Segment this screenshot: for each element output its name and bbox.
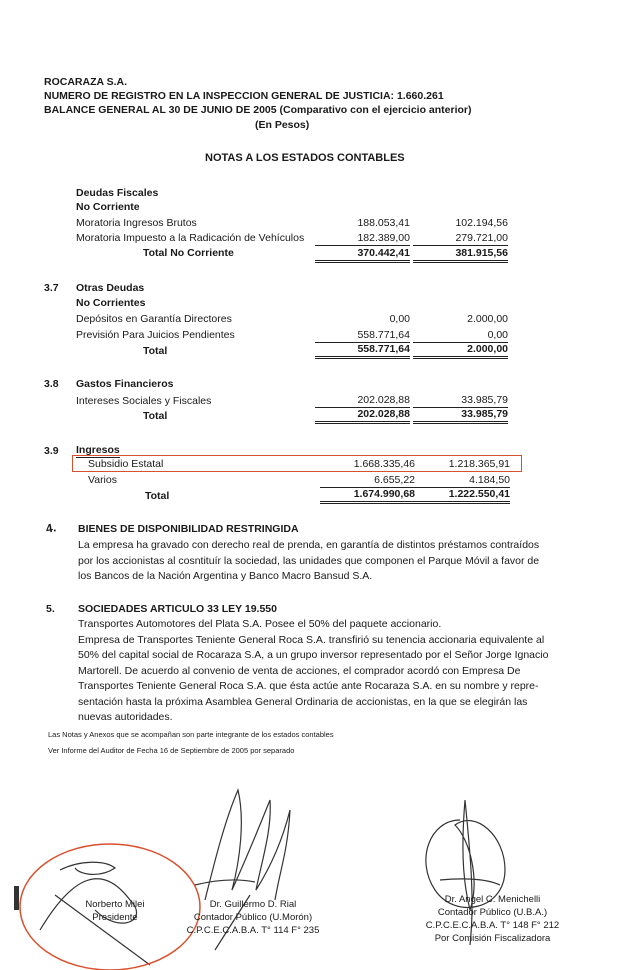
signer-registration: C.P.C.E.C.A.B.A. T° 114 F° 235 [186, 925, 320, 936]
total-label: Total [145, 490, 170, 502]
total-value-2004: 1.222.550,41 [415, 488, 510, 504]
total-label: Total [143, 345, 168, 357]
section-number: 3.9 [44, 445, 59, 457]
footnote: Las Notas y Anexos que se acompañan son parte integrante de los estados contables [48, 730, 334, 739]
section-number: 3.8 [44, 378, 59, 390]
total-label: Total [143, 410, 168, 422]
row-value-2004: 0,00 [413, 329, 508, 343]
row-value-2004: 4.184,50 [415, 474, 510, 488]
signer-name: Norberto Milei [85, 899, 145, 910]
section5-body [78, 617, 568, 726]
signature-block-auditor [410, 893, 575, 945]
deudas-fiscales-title: Deudas Fiscales [76, 187, 159, 199]
row-value-2004: 102.194,56 [455, 217, 508, 229]
row-value-2004: 2.000,00 [467, 313, 508, 325]
paragraph-line: por los accionistas al cosntituír la sociedad, las unidades que componen el Parque Móvil a favor de [78, 554, 540, 567]
otras-deudas-title: Otras Deudas [76, 282, 145, 294]
paragraph-line: 50% del capital social de Rocaraza S.A, a un grupo inversor representado por el Señor Jorge Ignacio [78, 649, 549, 661]
row-label: Intereses Sociales y Fiscales [76, 395, 212, 407]
signer-role: Presidente [92, 912, 138, 923]
total-value-2005: 202.028,88 [315, 408, 410, 424]
ingresos-title: Ingresos [76, 444, 120, 456]
signer-registration: C.P.C.E.C.A.B.A. T° 148 F° 212 [425, 920, 560, 931]
row-label: Varios [88, 474, 117, 486]
total-value-2004: 381.915,56 [413, 247, 508, 263]
paragraph-line: los Bancos de la Nación Argentina y Banco Macro Bansud S.A. [78, 570, 373, 582]
currency-note: (En Pesos) [255, 119, 310, 131]
gastos-financieros-title: Gastos Financieros [76, 378, 174, 390]
paragraph-line: sentación hasta la próxima Asamblea General Ordinaria de accionistas, en la que se elegirán las [78, 695, 528, 708]
balance-title: BALANCE GENERAL AL 30 DE JUNIO DE 2005 (Comparativo con el ejercicio anterior) [44, 104, 472, 116]
row-value-2005: 1.668.335,46 [353, 458, 415, 470]
section-number: 5. [46, 603, 55, 615]
row-value-2004: 279.721,00 [413, 232, 508, 246]
signer-role: Contador Público (U.B.A.) [437, 907, 548, 918]
signer-name: Dr. Guillermo D. Rial [209, 899, 297, 910]
paragraph-line: Empresa de Transportes Teniente General Roca S.A. transfirió su tenencia accionaria equivalente al [78, 633, 545, 646]
row-value-2004: 1.218.365,91 [448, 458, 510, 470]
row-label: Subsidio Estatal [88, 458, 164, 470]
paragraph-line: nuevas autoridades. [78, 711, 173, 723]
total-value-2005: 558.771,64 [315, 343, 410, 359]
section-number: 3.7 [44, 282, 59, 294]
footnote: Ver Informe del Auditor de Fecha 16 de Septiembre de 2005 por separado [48, 746, 295, 755]
row-value-2004: 33.985,79 [413, 394, 508, 408]
row-label: Previsión Para Juicios Pendientes [76, 329, 235, 341]
paragraph-line: Transportes Teniente General Roca S.A. que ésta actúe ante Rocaraza S.A. en su nombre y repre- [78, 680, 539, 692]
section4-body [78, 538, 558, 585]
row-value-2005: 558.771,64 [315, 329, 410, 343]
row-label: Depósitos en Garantía Directores [76, 313, 232, 325]
signature-block-president [60, 898, 170, 924]
scan-mark [14, 886, 19, 910]
total-value-2004: 33.985,79 [413, 408, 508, 424]
row-value-2005: 6.655,22 [320, 474, 415, 488]
row-label: Moratoria Impuesto a la Radicación de Vehículos [76, 232, 305, 244]
signer-role: Contador Público (U.Morón) [193, 912, 313, 923]
section4-title: BIENES DE DISPONIBILIDAD RESTRINGIDA [78, 523, 299, 535]
paragraph-line: Transportes Automotores del Plata S.A. Posee el 50% del paquete accionario. [78, 618, 442, 630]
signature-block-accountant [178, 898, 328, 937]
otras-deudas-subtitle: No Corrientes [76, 297, 146, 309]
row-label: Moratoria Ingresos Brutos [76, 217, 197, 229]
section-number: 4. [44, 520, 58, 536]
deudas-fiscales-subtitle: No Corriente [76, 201, 140, 213]
row-value-2005: 188.053,41 [357, 217, 410, 229]
total-value-2004: 2.000,00 [413, 343, 508, 359]
company-name: ROCARAZA S.A. [44, 76, 128, 88]
notes-title: NOTAS A LOS ESTADOS CONTABLES [205, 152, 405, 164]
row-value-2005: 0,00 [389, 313, 410, 325]
paragraph-line: La empresa ha gravado con derecho real de prenda, en garantía de distintos préstamos contraídos [78, 539, 540, 551]
section5-title: SOCIEDADES ARTICULO 33 LEY 19.550 [78, 603, 277, 615]
signer-capacity: Por Comisión Fiscalizadora [434, 933, 551, 944]
row-value-2005: 202.028,88 [315, 394, 410, 408]
paragraph-line: Martorell. De acuerdo al convenio de venta de acciones, el comprador acordó con Empresa De [78, 664, 521, 677]
total-label: Total No Corriente [143, 247, 234, 259]
total-value-2005: 1.674.990,68 [320, 488, 415, 504]
registry-number: NUMERO DE REGISTRO EN LA INSPECCION GENERAL DE JUSTICIA: 1.660.261 [44, 90, 444, 102]
row-value-2005: 182.389,00 [315, 232, 410, 246]
signer-name: Dr. Angel C. Menichelli [444, 894, 541, 905]
total-value-2005: 370.442,41 [315, 247, 410, 263]
